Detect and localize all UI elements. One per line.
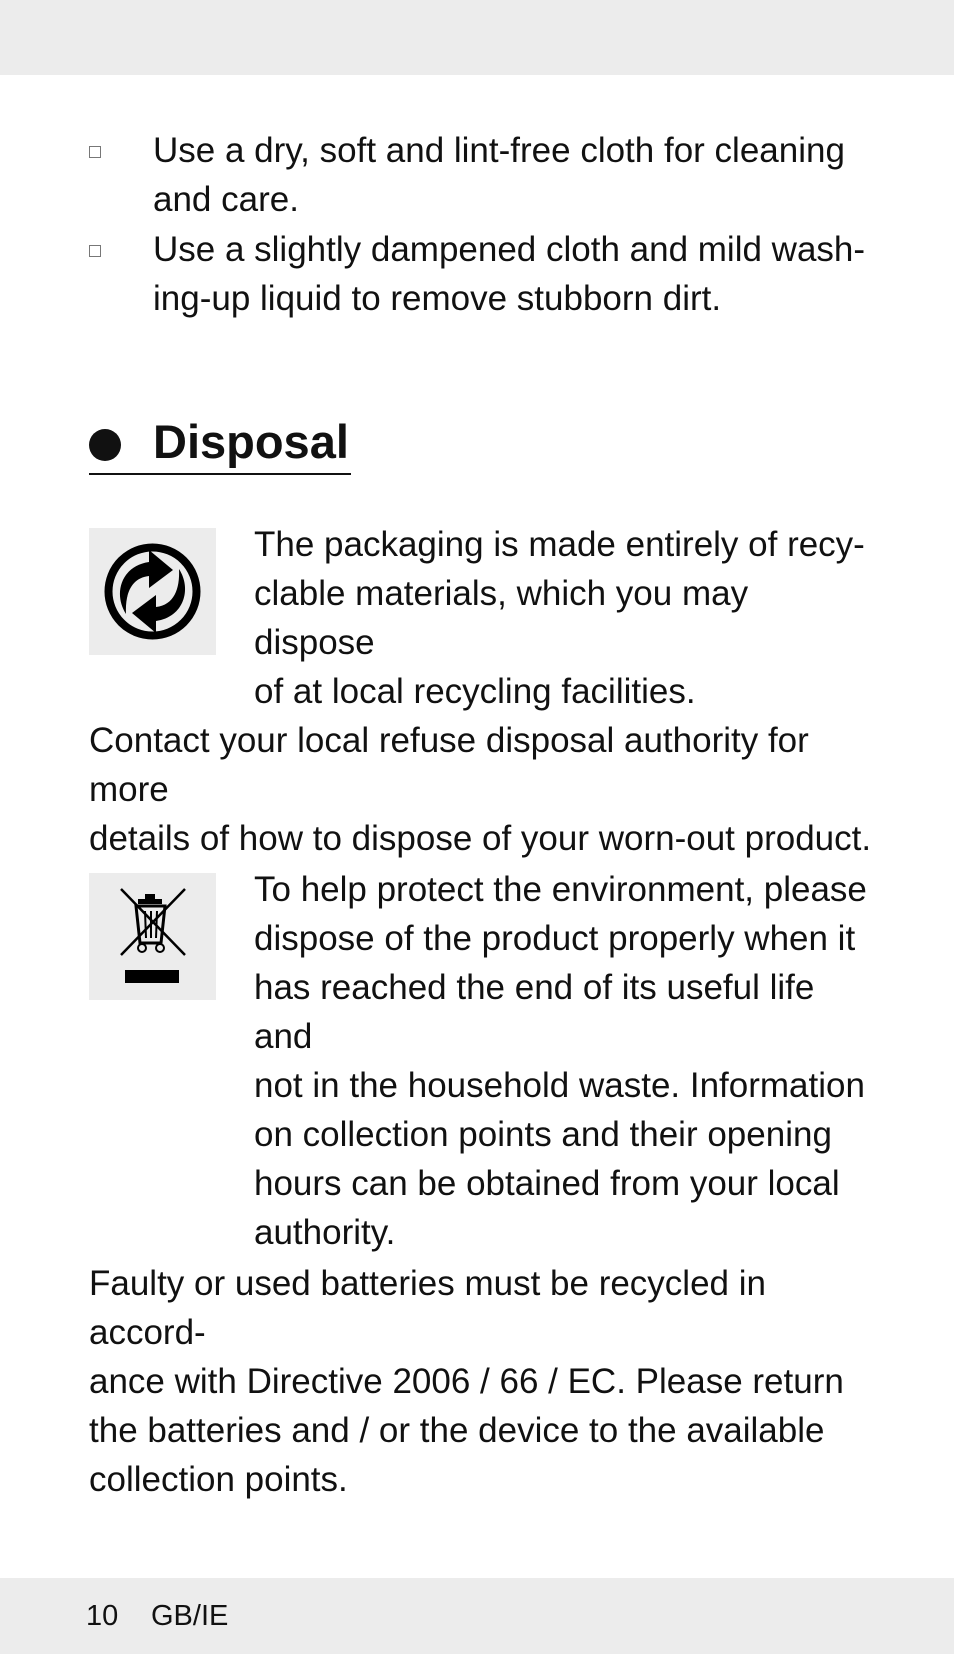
top-band	[0, 0, 954, 75]
bullet-line: ing-up liquid to remove stubborn dirt.	[153, 279, 722, 318]
text-line: details of how to dispose of your worn-out product.	[89, 819, 872, 858]
text-line: Contact your local refuse disposal authority for more	[89, 721, 809, 809]
green-dot-recycling-icon	[89, 528, 216, 655]
crossed-out-wheelie-bin-icon	[89, 873, 216, 1000]
heading-underline	[89, 473, 351, 475]
locale-label: GB/IE	[151, 1600, 229, 1632]
contact-text	[89, 716, 889, 863]
packaging-text	[254, 520, 874, 716]
bullet-line: Use a dry, soft and lint-free cloth for cleaning	[153, 131, 845, 170]
text-line: has reached the end of its useful life and	[254, 968, 815, 1056]
checkbox-bullet-icon	[89, 245, 101, 257]
text-line: The packaging is made entirely of recy-	[254, 525, 865, 564]
text-line: authority.	[254, 1213, 396, 1252]
checkbox-bullet-icon	[89, 146, 101, 158]
page-number: 10	[86, 1600, 119, 1632]
text-line: dispose of the product properly when it	[254, 919, 856, 958]
heading-bullet-icon	[89, 429, 121, 461]
text-line: To help protect the environment, please	[254, 870, 867, 909]
text-line: of at local recycling facilities.	[254, 672, 696, 711]
weee-text	[254, 865, 874, 1257]
text-line: ance with Directive 2006 / 66 / EC. Please return	[89, 1362, 844, 1401]
text-line: Faulty or used batteries must be recycled in accord-	[89, 1264, 766, 1352]
text-line: the batteries and / or the device to the available	[89, 1411, 825, 1450]
text-line: hours can be obtained from your local	[254, 1164, 840, 1203]
text-line: clable materials, which you may dispose	[254, 574, 749, 662]
bullet-line: and care.	[153, 180, 299, 219]
text-line: not in the household waste. Information	[254, 1066, 865, 1105]
page-title: Disposal	[153, 415, 349, 468]
text-line: on collection points and their opening	[254, 1115, 832, 1154]
footer	[0, 1578, 954, 1654]
text-line: collection points.	[89, 1460, 348, 1499]
batteries-text	[89, 1259, 889, 1504]
bullet-line: Use a slightly dampened cloth and mild wash-	[153, 230, 866, 269]
